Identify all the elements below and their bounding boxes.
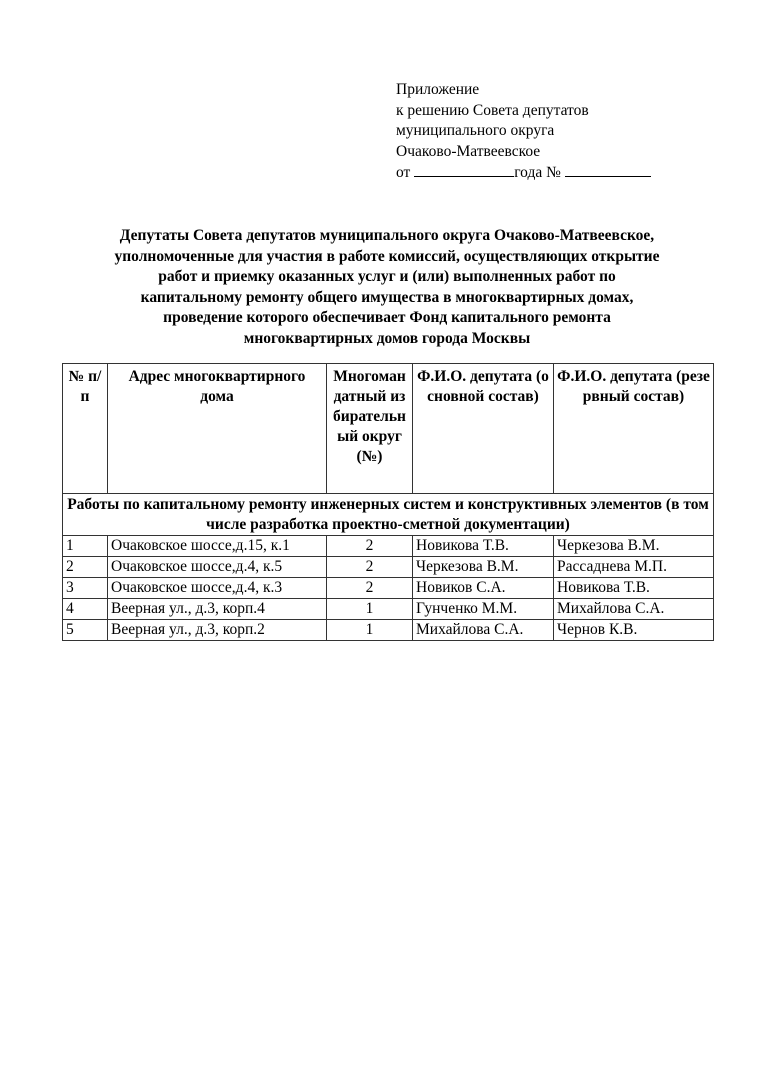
- row-district: 1: [327, 599, 413, 620]
- row-address: Веерная ул., д.3, корп.2: [108, 620, 327, 641]
- table-row: [63, 557, 714, 578]
- row-number: 4: [63, 599, 108, 620]
- title-line-3: работ и приемку оказанных услуг и (или) выполненных работ по: [158, 268, 616, 285]
- row-reserve-deputy: Михайлова С.А.: [554, 599, 714, 620]
- table-header-row: [63, 364, 714, 494]
- title-line-4: капитальному ремонту общего имущества в многоквартирных домах,: [140, 288, 634, 306]
- table-row: [63, 536, 714, 557]
- row-number: 2: [63, 557, 108, 578]
- row-reserve-deputy: Чернов К.В.: [554, 620, 714, 641]
- row-number: 1: [63, 536, 108, 557]
- row-district: 2: [327, 536, 413, 557]
- row-reserve-deputy: Новикова Т.В.: [554, 578, 714, 599]
- appendix-line-4: Очаково-Матвеевское: [396, 142, 541, 160]
- header-number: № п/п: [63, 364, 108, 494]
- title-line-1: Депутаты Совета депутатов муниципального округа Очаково-Матвеевское,: [119, 227, 655, 244]
- row-address: Веерная ул., д.3, корп.4: [108, 599, 327, 620]
- table-row: [63, 620, 714, 641]
- section-title: Работы по капитальному ремонту инженерных систем и конструктивных элементов (в том числе разработка проектно-сметной документации): [63, 494, 714, 536]
- date-mid: года №: [514, 164, 565, 181]
- row-reserve-deputy: Черкезова В.М.: [554, 536, 714, 557]
- row-district: 2: [327, 557, 413, 578]
- appendix-line-2: к решению Совета депутатов: [396, 101, 589, 119]
- row-address: Очаковское шоссе,д.4, к.5: [108, 557, 327, 578]
- row-number: 5: [63, 620, 108, 641]
- appendix-line-3: муниципального округа: [396, 122, 555, 139]
- appendix-line-1: Приложение: [396, 81, 480, 98]
- header-address: Адрес многоквартирного дома: [108, 364, 327, 494]
- row-address: Очаковское шоссе,д.15, к.1: [108, 536, 327, 557]
- deputies-table: [62, 363, 714, 641]
- row-main-deputy: Михайлова С.А.: [413, 620, 554, 641]
- row-district: 2: [327, 578, 413, 599]
- document-title: [62, 226, 712, 349]
- header-district: Многомандатный избирательный округ (№): [327, 364, 413, 494]
- appendix-date-line: [396, 162, 651, 184]
- header-reserve-deputy: Ф.И.О. депутата (резервный состав): [554, 364, 714, 494]
- title-line-5: проведение которого обеспечивает Фонд капитального ремонта: [163, 309, 611, 326]
- row-main-deputy: Гунченко М.М.: [413, 599, 554, 620]
- table-row: [63, 599, 714, 620]
- table-row: [63, 578, 714, 599]
- date-prefix: от: [396, 164, 415, 181]
- row-number: 3: [63, 578, 108, 599]
- row-main-deputy: Новиков С.А.: [413, 578, 554, 599]
- date-blank: [414, 162, 514, 177]
- row-address: Очаковское шоссе,д.4, к.3: [108, 578, 327, 599]
- title-line-6: многоквартирных домов города Москвы: [243, 329, 531, 347]
- header-main-deputy: Ф.И.О. депутата (основной состав): [413, 364, 554, 494]
- title-line-2: уполномоченные для участия в работе комиссий, осуществляющих открытие: [114, 247, 660, 265]
- section-row: [63, 494, 714, 536]
- row-reserve-deputy: Рассаднева М.П.: [554, 557, 714, 578]
- number-blank: [565, 162, 651, 177]
- row-main-deputy: Черкезова В.М.: [413, 557, 554, 578]
- appendix-block: [396, 80, 651, 184]
- row-district: 1: [327, 620, 413, 641]
- row-main-deputy: Новикова Т.В.: [413, 536, 554, 557]
